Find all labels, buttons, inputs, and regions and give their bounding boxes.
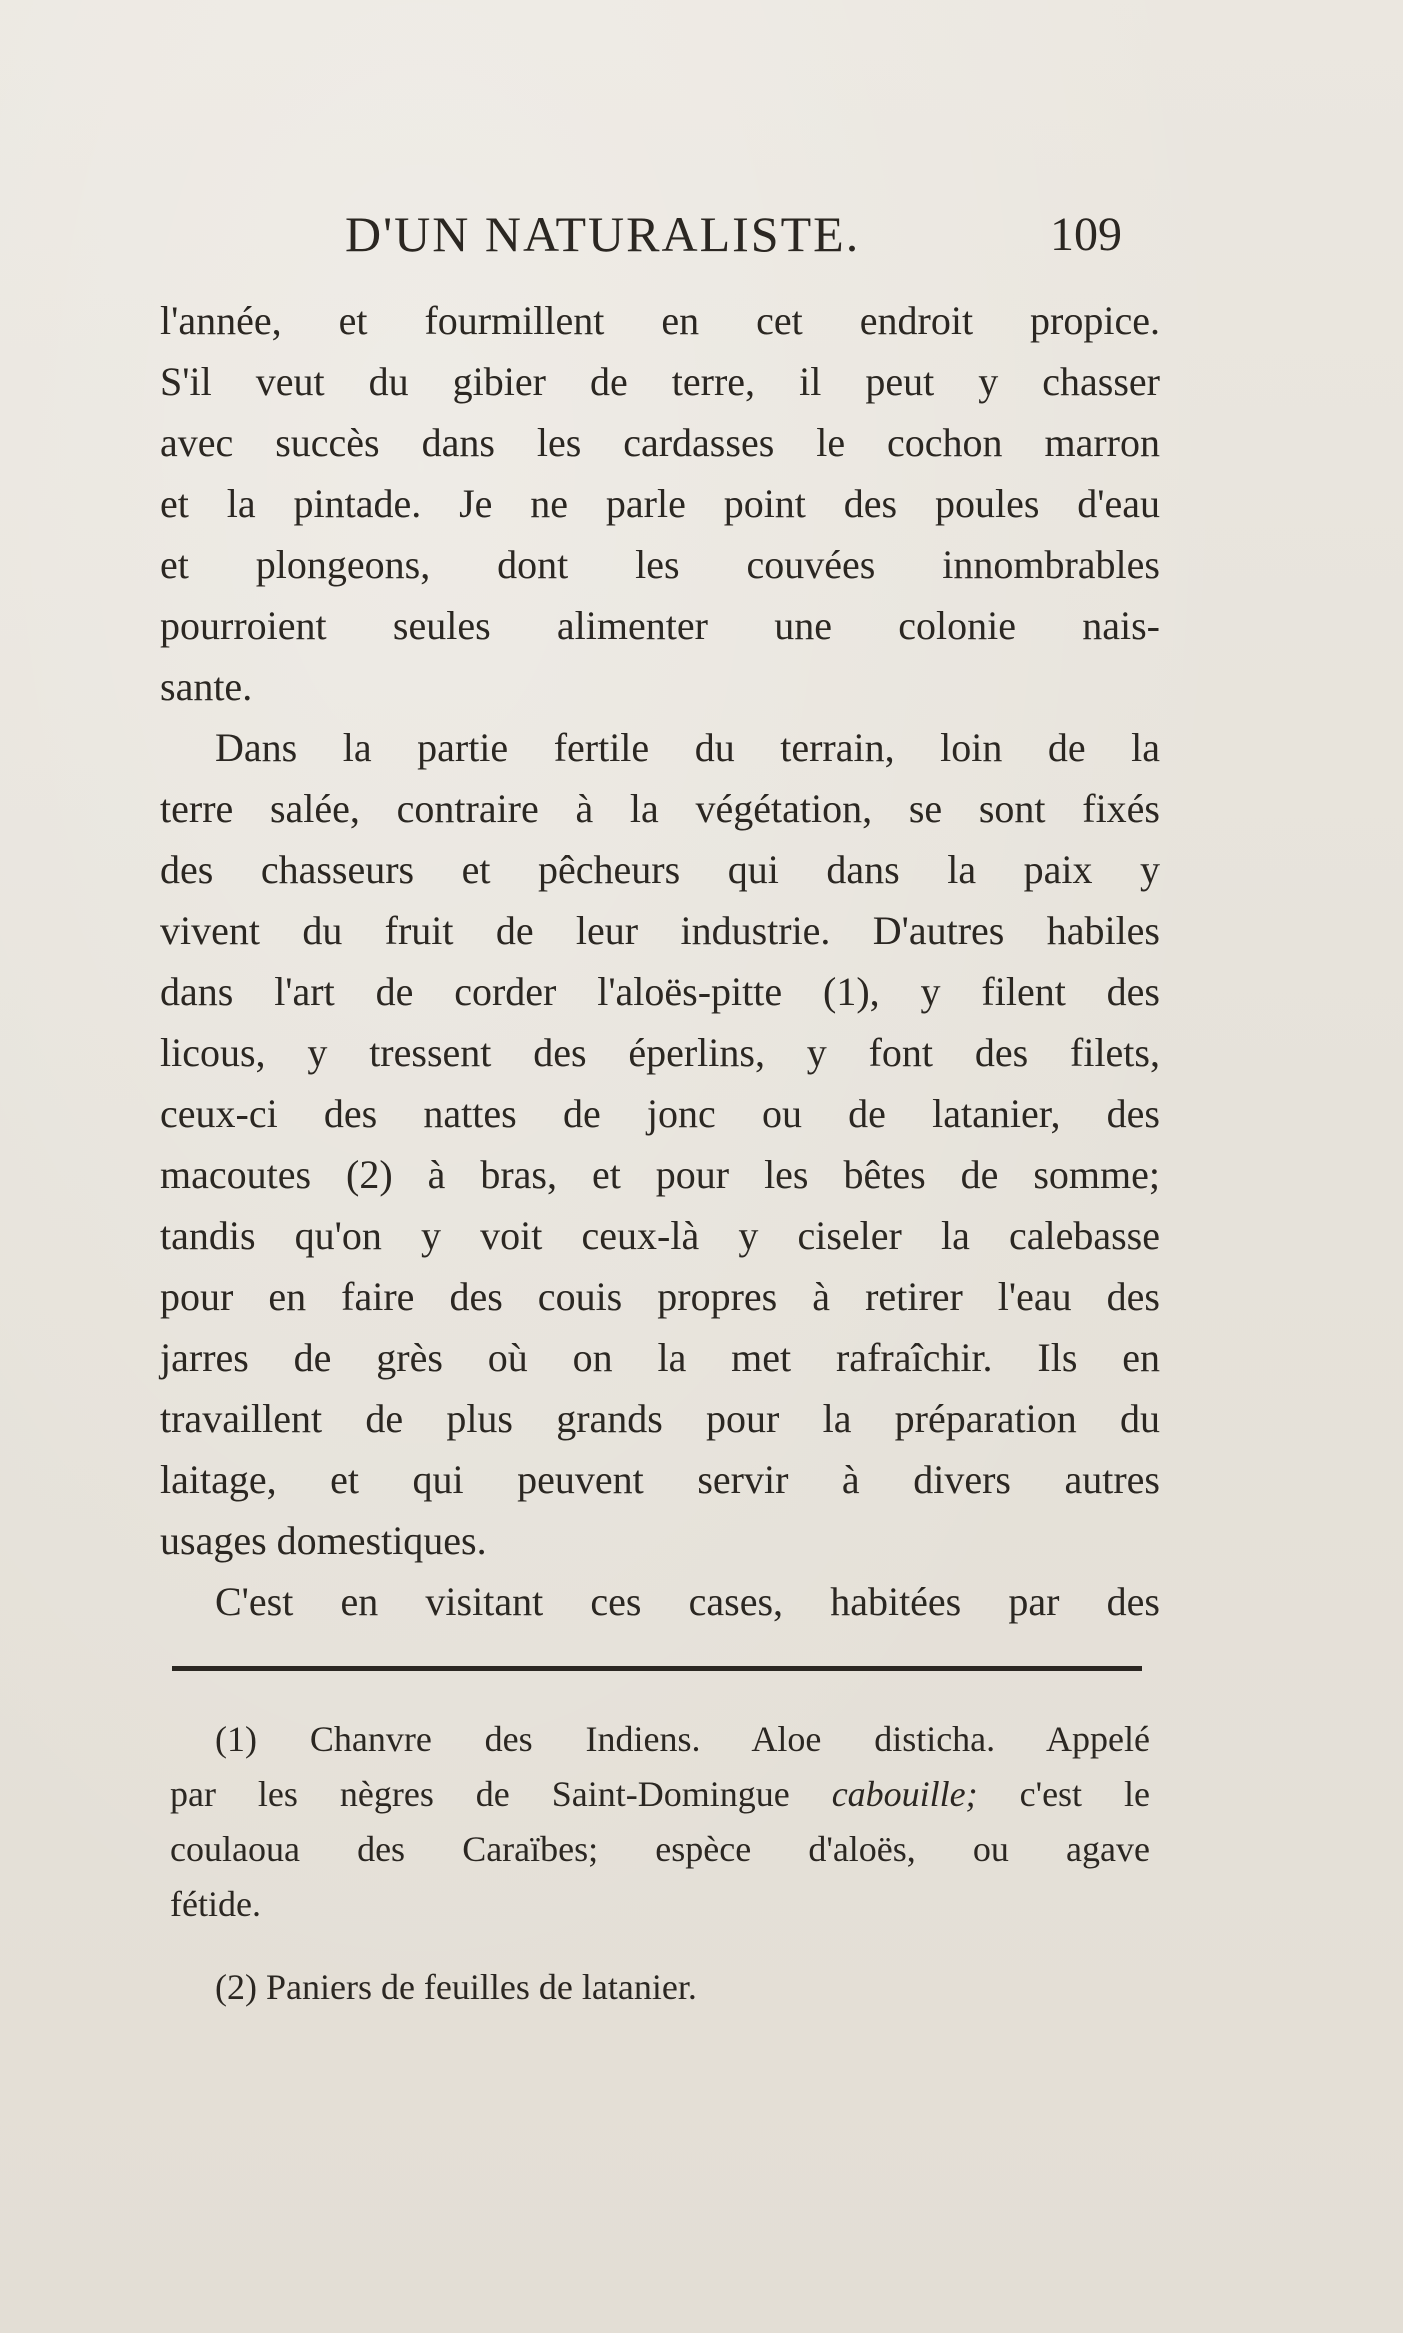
page-number: 109 (1050, 208, 1122, 261)
text-line: pour en faire des couis propres à retirer l'eau des (160, 1274, 1160, 1319)
footnote-rule (172, 1666, 1142, 1671)
text-line: macoutes (2) à bras, et pour les bêtes de somme; (160, 1152, 1160, 1197)
text-line: vivent du fruit de leur industrie. D'autres habiles (160, 908, 1160, 953)
text-line: jarres de grès où on la met rafraîchir. Ils en (160, 1335, 1160, 1380)
footnote-line: fétide. (170, 1884, 261, 1924)
text-line: avec succès dans les cardasses le cochon marron (160, 420, 1160, 465)
footnote-line: (2) Paniers de feuilles de latanier. (215, 1967, 697, 2007)
text-line: licous, y tressent des éperlins, y font des filets, (160, 1030, 1160, 1075)
text-line: et la pintade. Je ne parle point des poules d'eau (160, 481, 1160, 526)
text-line: tandis qu'on y voit ceux-là y ciseler la calebasse (160, 1213, 1160, 1258)
paragraph-3 (160, 1571, 1160, 1632)
footnote-line (170, 1767, 1150, 1822)
running-head (0, 205, 1403, 275)
footnote-1 (170, 1712, 1150, 1932)
footnote-line: (1) Chanvre des Indiens. Aloe disticha. Appelé (215, 1719, 1150, 1759)
paragraph-1 (160, 290, 1160, 717)
text-line: terre salée, contraire à la végétation, se sont fixés (160, 786, 1160, 831)
text-line: l'année, et fourmillent en cet endroit propice. (160, 298, 1160, 343)
footnote-italic-term: cabouille; (831, 1774, 978, 1814)
footnote-text: par les nègres de Saint-Domingue (170, 1774, 832, 1814)
footnote-2 (170, 1960, 1150, 2015)
text-line: pourroient seules alimenter une colonie nais- (160, 603, 1160, 648)
text-line: dans l'art de corder l'aloës-pitte (1), y filent des (160, 969, 1160, 1014)
footnote-line: coulaoua des Caraïbes; espèce d'aloës, ou agave (170, 1829, 1150, 1869)
footnote-text: c'est le (977, 1774, 1151, 1814)
text-line: usages domestiques. (160, 1518, 487, 1563)
text-line: des chasseurs et pêcheurs qui dans la paix y (160, 847, 1160, 892)
body-text (160, 290, 1160, 1632)
text-line: travaillent de plus grands pour la préparation du (160, 1396, 1160, 1441)
text-line: laitage, et qui peuvent servir à divers autres (160, 1457, 1160, 1502)
text-line: sante. (160, 664, 253, 709)
text-line: Dans la partie fertile du terrain, loin de la (215, 725, 1160, 770)
text-line: S'il veut du gibier de terre, il peut y chasser (160, 359, 1160, 404)
running-title: D'UN NATURALISTE. (345, 206, 861, 262)
text-line: C'est en visitant ces cases, habitées par des (215, 1579, 1160, 1624)
paragraph-2 (160, 717, 1160, 1571)
footnote-gap (170, 1932, 1150, 1960)
text-line: et plongeons, dont les couvées innombrables (160, 542, 1160, 587)
footnotes (170, 1712, 1150, 2015)
text-line: ceux-ci des nattes de jonc ou de latanier, des (160, 1091, 1160, 1136)
